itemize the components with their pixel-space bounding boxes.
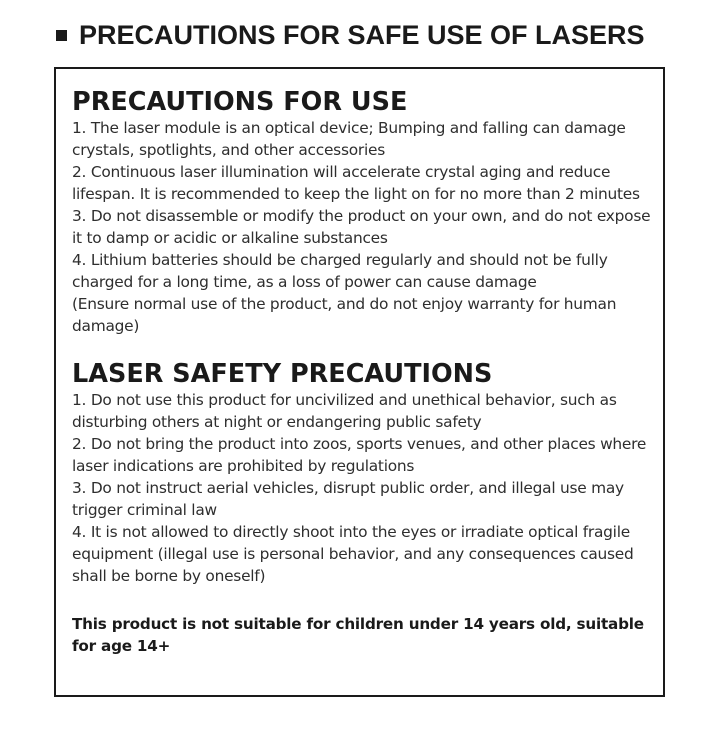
section-spacer (72, 337, 653, 359)
safety-item-1: 1. Do not use this product for uncivilized and unethical behavior, such as disturbing others at night or endangering public safety (72, 391, 617, 431)
safety-item-3: 3. Do not instruct aerial vehicles, disrupt public order, and illegal use may trigger criminal law (72, 479, 624, 519)
safety-section-title: LASER SAFETY PRECAUTIONS (72, 359, 493, 389)
use-item-1: 1. The laser module is an optical device; Bumping and falling can damage crystals, spotlights, and other accessories (72, 119, 626, 159)
safety-item-4: 4. It is not allowed to directly shoot into the eyes or irradiate optical fragile equipment (illegal use is personal behavior, and any consequences caused shall be borne by oneself) (72, 523, 634, 585)
precautions-box (54, 67, 665, 697)
header-bullet-square (56, 30, 67, 41)
use-item-2: 2. Continuous laser illumination will accelerate crystal aging and reduce lifespan. It is recommended to keep the light on for no more than 2 minutes (72, 163, 640, 203)
use-item-3: 3. Do not disassemble or modify the product on your own, and do not expose it to damp or acidic or alkaline substances (72, 207, 651, 247)
age-restriction-notice: This product is not suitable for children under 14 years old, suitable for age 14+ (72, 615, 644, 655)
use-item-4: 4. Lithium batteries should be charged regularly and should not be fully charged for a long time, as a loss of power can cause damage (72, 251, 608, 291)
use-warranty-note: (Ensure normal use of the product, and do not enjoy warranty for human damage) (72, 295, 617, 335)
page-header (56, 20, 645, 51)
safety-item-2: 2. Do not bring the product into zoos, sports venues, and other places where laser indications are prohibited by regulations (72, 435, 647, 475)
page-title: PRECAUTIONS FOR SAFE USE OF LASERS (79, 20, 645, 50)
use-section-title: PRECAUTIONS FOR USE (72, 87, 408, 117)
